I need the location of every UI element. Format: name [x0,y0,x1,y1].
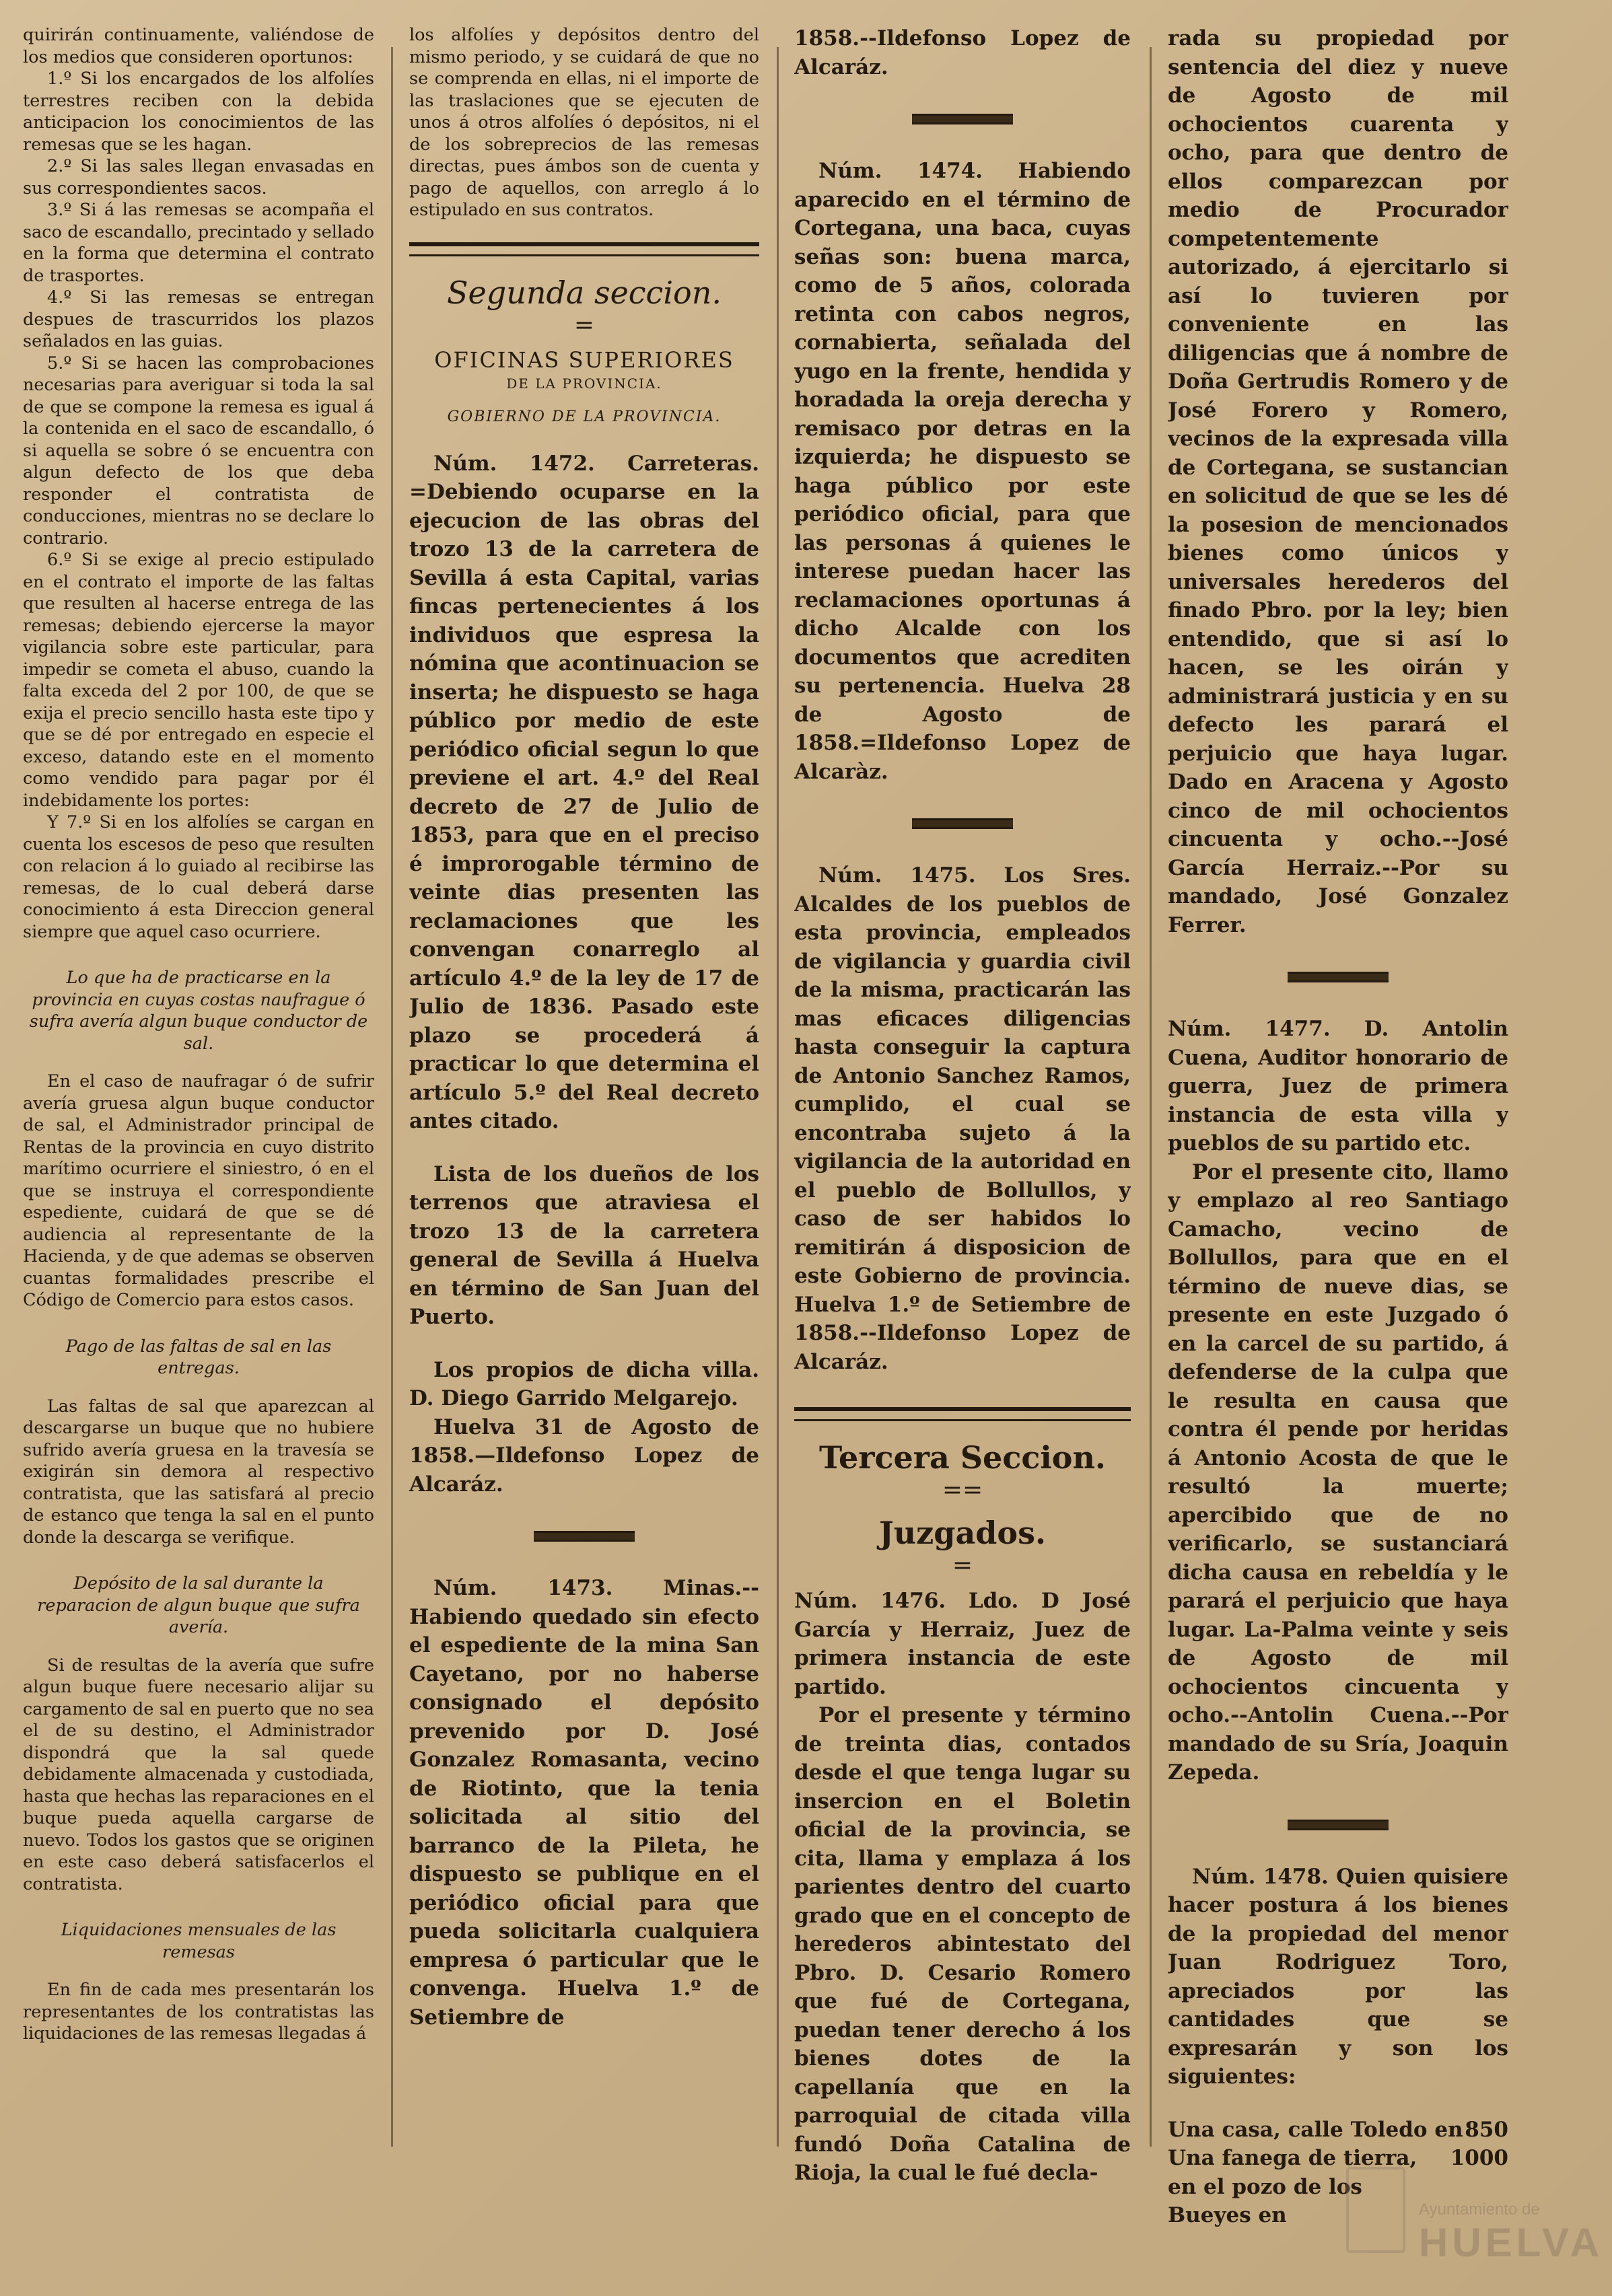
notice-1477-body: Por el presente cito, llamo y emplazo al reo Santiago Camacho, vecino de Bollullos, para que en el término de nueve dias, se presente en este Juzgado ó en la carcel de su partido, á defenderse de la culpa que le resulta en causa que contra él pende por heridas á Antonio Acosta de que le resultó la muerte; apercibido que de no verificarlo, se sustanciará dicha causa en rebeldía y le parará el perjuicio que haya lugar. La-Palma veinte y seis de Agosto de mil ochocientos cincuenta y ocho.--Antolin Cuena.--Por mandado de su Sría, Joaquin Zepeda. [1168,1159,1508,1785]
section-heading: Lo que ha de practicarse en la provincia en cuyas costas naufrague ó sufra avería algun buque conductor de sal. [29,968,368,1054]
office-title: OFICINAS SUPERIORES [434,347,734,373]
column-1 [23,24,374,2045]
paragraph: Si de resultas de la avería que sufre algun buque fuere necesario alijar su cargamento de sal en puerto que no sea el de su destino, el Administrador dispondrá que la sal quede debidamente almacenada y custodiada, hasta que hechas las reparaciones en el buque pueda aquella cargarse de nuevo. Todos los gastos que se originen en este caso deberá satisfacerlos el contratista. [23,1655,374,1894]
paragraph: En fin de cada mes presentarán los representantes de los contratistas las liquidaciones de las remesas llegadas á [23,1980,374,2044]
list-item: 1.º Si los encargados de los alfolíes terrestres reciben con la debida anticipacion los conocimientos de las remesas que se les hagan. [23,69,374,155]
section-heading: Liquidaciones mensuales de las remesas [61,1920,337,1962]
notice-date: Huelva 31 de Agosto de 1858.—Ildefonso Lopez de Alcaráz. [409,1414,759,1497]
column-rule [777,47,779,2147]
item-description: Una casa, calle Toledo en [1168,2117,1463,2142]
section-heading: Pago de las faltas de sal en las entregas. [65,1336,332,1378]
double-rule: = [952,1552,973,1579]
section-title: Tercera Seccion. [819,1439,1106,1476]
owners-list: Los propios de dicha villa. D. Diego Garrido Melgarejo. [409,1357,759,1410]
column-rule [1150,47,1152,2147]
column-2 [409,24,759,221]
watermark-line-2: HUELVA [1419,2220,1603,2265]
notice-1478: Núm. 1478. Quien quisiere hacer postura á los bienes de la propiedad del menor Juan Rodriguez Toro, apreciados por las cantidades que se expresarán y son los siguientes: [1168,1864,1508,2089]
item-description: Una fanega de tierra, en el pozo de los Bueyes en [1168,2146,1417,2227]
notice-1477-heading: Núm. 1477. D. Antolin Cuena, Auditor honorario de guerra, Juez de primera instancia de esta villa y pueblos de su partido etc. [1168,1017,1508,1155]
notice-1472: Núm. 1472. Carreteras. =Debiendo ocuparse en la ejecucion de las obras del trozo 13 de la carretera de Sevilla á esta Capital, varias fincas pertenecientes á los individuos que espresa la nómina que acontinuacion se inserta; he dispuesto se haga público por medio de este periódico oficial segun lo que previene el art. 4.º del Real decreto de 27 de Julio de 1853, para que en el preciso é improrogable término de veinte dias presenten las reclamaciones que les convengan conarreglo al artículo 4.º de la ley de 17 de Julio de 1836. Pasado este plazo se procederá á practicar lo que determina el artículo 5.º del Real decreto antes citado. [409,451,759,1133]
section-rule [409,242,759,256]
ornament-divider [534,1531,635,1542]
paragraph: rada su propiedad por sentencia del diez y nueve de Agosto de mil ochocientos cuarenta y ocho, para que dentro de ellos comparezcan por medio de Procurador competentemente autorizado, á ejercitarlo si así lo tuvieren por conveniente en las diligencias que á nombre de Doña Gertrudis Romero y de José Forero y Romero, vecinos de la expresada villa de Cortegana, se sustancian en solicitud de que se les dé la posesion de mencionados bienes como únicos y universales herederos del finado Pbro. por la ley; bien entendido, que si así lo hacen, se les oirán y administrará justicia y en su defecto les parará el perjuicio que haya lugar. Dado en Aracena y Agosto cinco de mil ochocientos cincuenta y ocho.--José García Herraiz.--Por su mandado, José Gonzalez Ferrer. [1168,26,1508,937]
courts-title: Juzgados. [878,1515,1047,1551]
section-heading: Depósito de la sal durante la reparacion de algun buque que sufra avería. [37,1573,360,1637]
ornament-divider [1288,972,1389,982]
coat-of-arms-icon [1346,2167,1405,2253]
column-rule [391,47,393,2147]
paragraph: En el caso de naufragar ó de sufrir avería gruesa algun buque conductor de sal, el Administrador principal de Rentas de la provincia en cuyo distrito marítimo ocurriere el siniestro, ó en el que se instruya el correspondiente espediente, cuidará de que se dé audiencia al representante de la Hacienda, y de que ademas se observen cuantas formalidades prescribe el Código de Comercio para estos casos. [23,1071,374,1310]
archive-watermark [1333,2160,1603,2274]
double-rule: == [942,1476,983,1504]
column-2-lower [409,242,759,2032]
paragraph: quirirán continuamente, valiéndose de los medios que consideren oportunos: [23,25,374,67]
column-4 [1168,24,1508,2230]
section-title: Segunda seccion. [447,275,722,311]
item-value: 1000 [1450,2146,1508,2170]
government-heading: GOBIERNO DE LA PROVINCIA. [447,408,722,425]
list-item: 6.º Si se exige al precio estipulado en el contrato el importe de las faltas que resulten al hacerse entrega de las remesas; debiendo ejercerse la mayor vigilancia sobre este particular, para impedir se cometa el abuso, cuando la falta exceda del 2 por 100, de que se exija el precio sencillo hasta este tipo y que se dé por entregado en especie el exceso, datando este en el momento como vendido para pagar por él indebidamente los portes: [23,550,374,811]
notice-1475: Núm. 1475. Los Sres. Alcaldes de los pueblos de esta provincia, empleados de vigilancia y guardia civil de la misma, practicarán las mas eficaces diligencias hasta conseguir la captura de Antonio Sanchez Ramos, cumplido, el cual se encontraba sujeto á la vigilancia de la autoridad en el pueblo de Bollullos, y caso de ser habidos lo remitirán á disposicion de este Gobierno de provincia. Huelva 1.º de Setiembre de 1858.--Ildefonso Lopez de Alcaráz. [794,863,1131,1374]
office-subtitle: DE LA PROVINCIA. [506,375,662,392]
notice-1474: Núm. 1474. Habiendo aparecido en el término de Cortegana, una baca, cuyas señas son: buena marca, como de 5 años, colorada retinta con cabos negros, cornabierta, señalada del yugo en la frente, hendida y horadada la oreja derecha y remisaco por detras en la izquierda; he dispuesto se haga público por este periódico oficial, para que las personas á quienes le interese puedan hacer las reclamaciones oportunas á dicho Alcalde con los documentos que acrediten su pertenencia. Huelva 28 de Agosto de 1858.=Ildefonso Lopez de Alcaràz. [794,159,1131,784]
owners-list-title: Lista de los dueños de los terrenos que atraviesa el trozo 13 de la carretera general de Sevilla á Huelva en término de San Juan del Puerto. [409,1161,759,1329]
double-rule: = [573,312,595,339]
paragraph: 1858.--Ildefonso Lopez de Alcaráz. [794,26,1131,79]
notice-1476-heading: Núm. 1476. Ldo. D José García y Herraiz, Juez de primera instancia de este partido. [794,1589,1131,1699]
ornament-divider [912,114,1013,124]
list-item: Y 7.º Si en los alfolíes se cargan en cuenta los escesos de peso que resulten con relacion á lo guiado al recibirse las remesas, de lo cual deberá darse conocimiento á esta Direccion general siempre que aquel caso ocurriere. [23,812,374,942]
notice-1473: Núm. 1473. Minas.--Habiendo quedado sin efecto el espediente de la mina San Cayetano, por no haberse consignado el depósito prevenido por D. José Gonzalez Romasanta, vecino de Riotinto, que la tenia solicitada al sitio del barranco de la Pileta, he dispuesto se publique en el periódico oficial para que pueda solicitarla cualquiera empresa ó particular que le convenga. Huelva 1.º de Setiembre de [409,1576,759,2030]
list-item [1168,2116,1508,2145]
column-3 [794,24,1131,2188]
paragraph: Las faltas de sal que aparezcan al descargarse un buque que no hubiere sufrido avería gruesa en la travesía se exigirán sin demora al respectivo contratista, que las satisfará al precio de estanco que tenga la sal en el punto donde la descarga se verifique. [23,1396,374,1548]
item-value: 850 [1465,2117,1508,2142]
list-item: 4.º Si las remesas se entregan despues de trascurridos los plazos señalados en las guias. [23,287,374,351]
notice-1476-body: Por el presente y término de treinta dias, contados desde el que tenga lugar su insercion en el Boletin oficial de la provincia, se cita, llama y emplaza á los parientes dentro del cuarto grado que en el concepto de herederos abintestato del Pbro. D. Cesario Romero que fué de Cortegana, puedan tener derecho á los bienes dotes de la capellanía que en la parroquial de citada villa fundó Doña Catalina de Rioja, la cual le fué decla- [794,1703,1131,2185]
watermark-line-1: Ayuntamiento de [1419,2200,1540,2219]
list-item: 3.º Si á las remesas se acompaña el saco de escandallo, precintado y sellado en la forma que determina el contrato de trasportes. [23,200,374,286]
list-item: 5.º Si se hacen las comprobaciones necesarias para averiguar si toda la sal de que se compone la remesa es igual á la contenida en el saco de escandallo, ó si aquella se sobre ó se encuentra con algun defecto de los que deba responder el contratista de conducciones, mientras no se declare lo contrario. [23,353,374,548]
section-rule [794,1407,1131,1421]
paragraph: los alfolíes y depósitos dentro del mismo periodo, y se cuidará de que no se comprenda en ellas, ni el importe de las traslaciones que se ejecuten de unos á otros alfolíes ó depósitos, ni el de los sobreprecios de las remesas directas, pues ámbos son de cuenta y pago de aquellos, con arreglo á lo estipulado en sus contratos. [409,25,759,220]
ornament-divider [1288,1820,1389,1830]
ornament-divider [912,818,1013,829]
list-item: 2.º Si las sales llegan envasadas en sus correspondientes sacos. [23,156,374,199]
